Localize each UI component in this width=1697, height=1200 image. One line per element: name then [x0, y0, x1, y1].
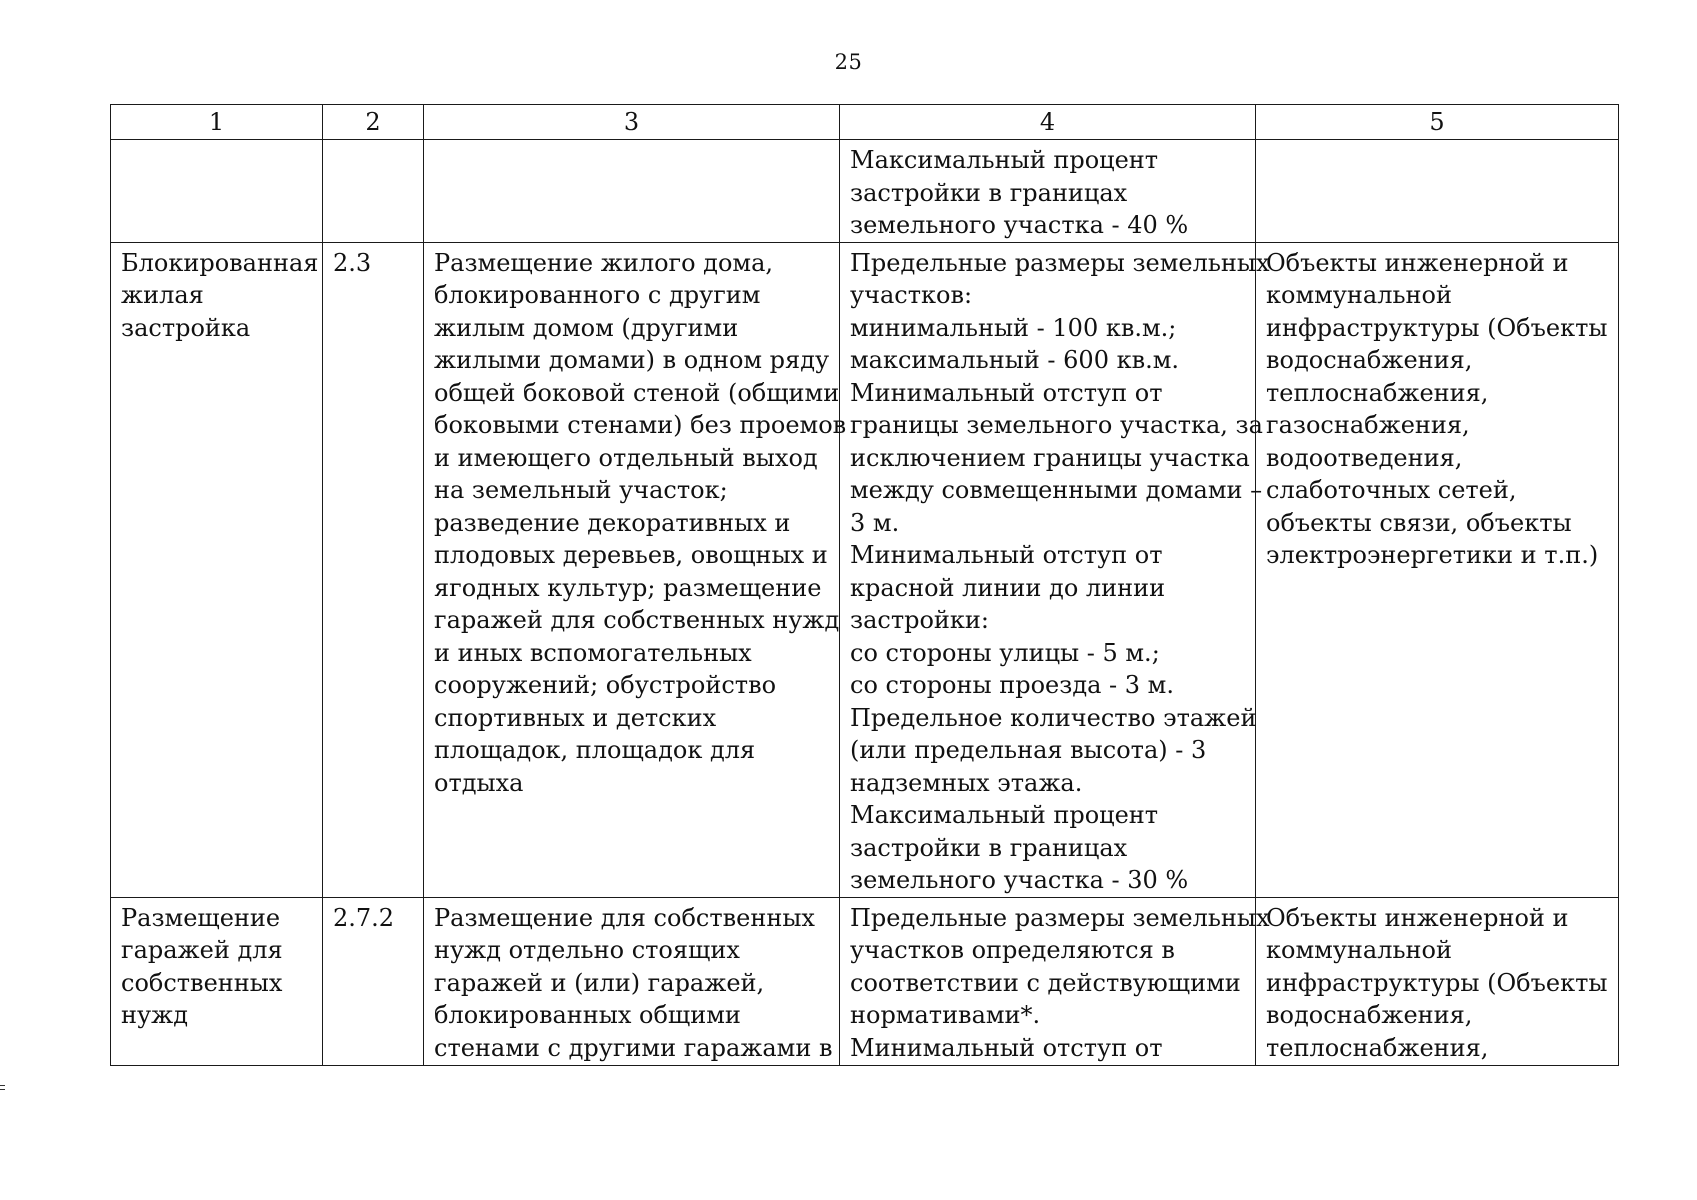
cell-line: общей боковой стеной (общими: [434, 378, 840, 407]
cell-line: гаражей и (или) гаражей,: [434, 968, 765, 997]
cell-line: плодовых деревьев, овощных и: [434, 541, 828, 569]
cell-line: 3 м.: [850, 508, 900, 537]
cell-line: стенами с другими гаражами в: [434, 1033, 833, 1062]
cell-line: границы земельного участка, за: [850, 411, 1263, 439]
cell-line: Предельное количество этажей: [850, 703, 1257, 732]
cell-line: Объекты инженерной и: [1266, 903, 1569, 932]
table-row-garages: [111, 897, 1619, 1065]
header-row: [111, 105, 1619, 140]
cell-col-2: 2.3: [323, 242, 424, 897]
table-row-blocked-housing: [111, 242, 1619, 897]
cell-line: площадок, площадок для: [434, 736, 756, 764]
cell-col-4: [840, 242, 1270, 897]
cell-line: жилая: [121, 281, 204, 309]
cell-line: инфраструктуры (Объекты: [1266, 968, 1608, 997]
cell-line: спортивных и детских: [434, 703, 717, 732]
cell-line: (или предельная высота) - 3: [850, 736, 1207, 764]
cell-col-1: [111, 242, 323, 897]
cell-line: минимальный - 100 кв.м.;: [850, 313, 1177, 342]
header-col-1: 1: [111, 105, 323, 140]
cell-line: застройка: [121, 313, 251, 342]
cell-line: надземных этажа.: [850, 768, 1083, 797]
header-col-3: 3: [424, 105, 840, 140]
cell-line: слаботочных сетей,: [1266, 476, 1517, 504]
cell-line: блокированного с другим: [434, 281, 761, 309]
cell-col-2: 2.7.2: [323, 897, 424, 1065]
cell-line: и иных вспомогательных: [434, 638, 752, 667]
cell-line: Минимальный отступ от: [850, 378, 1163, 407]
cell-line: Минимальный отступ от: [850, 1033, 1163, 1062]
cell-line: нужд отдельно стоящих: [434, 936, 740, 964]
cell-line: застройки:: [850, 606, 990, 634]
cell-line: гаражей для: [121, 936, 283, 964]
cell-line: нормативами*.: [850, 1001, 1041, 1029]
cell-line: блокированных общими: [434, 1001, 741, 1029]
cell-line: Предельные размеры земельных: [850, 248, 1270, 277]
cell-col-2: [323, 140, 424, 243]
cell-line: максимальный - 600 кв.м.: [850, 346, 1180, 374]
header-col-5: 5: [1256, 105, 1619, 140]
cell-col-3: [424, 140, 840, 243]
cell-line: со стороны улицы - 5 м.;: [850, 638, 1160, 667]
cell-line: разведение декоративных и: [434, 508, 791, 537]
cell-line: жилыми домами) в одном ряду: [434, 346, 830, 374]
cell-line: Размещение для собственных: [434, 903, 815, 932]
cell-col-3: [424, 897, 840, 1065]
cell-line: Максимальный процент: [850, 801, 1159, 829]
header-col-4: 4: [840, 105, 1256, 140]
cell-line: Блокированная: [121, 248, 319, 277]
regulations-table: [110, 104, 1619, 1066]
cell-col-1: [111, 140, 323, 243]
cell-col-5: [1256, 140, 1619, 243]
cell-line: сооружений; обустройство: [434, 671, 777, 699]
cell-line: исключением границы участка: [850, 443, 1250, 472]
cell-line: теплоснабжения,: [1266, 378, 1489, 407]
cell-line: газоснабжения,: [1266, 411, 1470, 439]
cell-line: ягодных культур; размещение: [434, 573, 822, 602]
cell-line: отдыха: [434, 768, 524, 797]
cell-line: нужд: [121, 1001, 188, 1029]
cell-line: боковыми стенами) без проемов: [434, 411, 847, 439]
cell-line: застройки в границах: [850, 833, 1128, 862]
cell-line: гаражей для собственных нужд: [434, 606, 840, 634]
cell-line: земельного участка - 30 %: [850, 866, 1189, 894]
cell-line: собственных: [121, 968, 283, 997]
cell-line: Предельные размеры земельных: [850, 903, 1270, 932]
table-row-continued: [111, 140, 1619, 243]
cell-line: водоснабжения,: [1266, 346, 1473, 374]
cell-line: участков:: [850, 281, 973, 309]
cell-line: Размещение: [121, 903, 281, 932]
cell-line: коммунальной: [1266, 936, 1452, 964]
cell-line: земельного участка - 40 %: [850, 211, 1189, 239]
cell-line: Минимальный отступ от: [850, 541, 1163, 569]
cell-line: соответствии с действующими: [850, 968, 1241, 997]
cell-line: на земельный участок;: [434, 476, 728, 504]
cell-col-1: [111, 897, 323, 1065]
cell-line: теплоснабжения,: [1266, 1033, 1489, 1062]
cell-line: водоснабжения,: [1266, 1001, 1473, 1029]
cell-line: электроэнергетики и т.п.): [1266, 541, 1599, 569]
header-col-2: 2: [323, 105, 424, 140]
cell-line: Максимальный процент: [850, 146, 1159, 174]
cell-line: участков определяются в: [850, 936, 1175, 964]
cell-line: и имеющего отдельный выход: [434, 443, 818, 472]
cell-line: со стороны проезда - 3 м.: [850, 671, 1174, 699]
cell-col-5: [1256, 897, 1619, 1065]
cell-line: красной линии до линии: [850, 573, 1166, 602]
cell-col-3: [424, 242, 847, 897]
cell-line: объекты связи, объекты: [1266, 508, 1572, 537]
cell-line: Размещение жилого дома,: [434, 248, 774, 277]
cell-line: жилым домом (другими: [434, 313, 739, 342]
cell-col-5: [1256, 242, 1619, 897]
cell-line: Объекты инженерной и: [1266, 248, 1569, 277]
cell-line: застройки в границах: [850, 178, 1128, 207]
cell-col-4: [840, 897, 1270, 1065]
cell-line: коммунальной: [1266, 281, 1452, 309]
cell-col-4: [840, 140, 1256, 243]
scan-mark: [0, 1085, 5, 1090]
cell-line: между совмещенными домами –: [850, 476, 1263, 504]
cell-line: водоотведения,: [1266, 443, 1463, 472]
page-number: 25: [834, 50, 863, 74]
cell-line: инфраструктуры (Объекты: [1266, 313, 1608, 342]
